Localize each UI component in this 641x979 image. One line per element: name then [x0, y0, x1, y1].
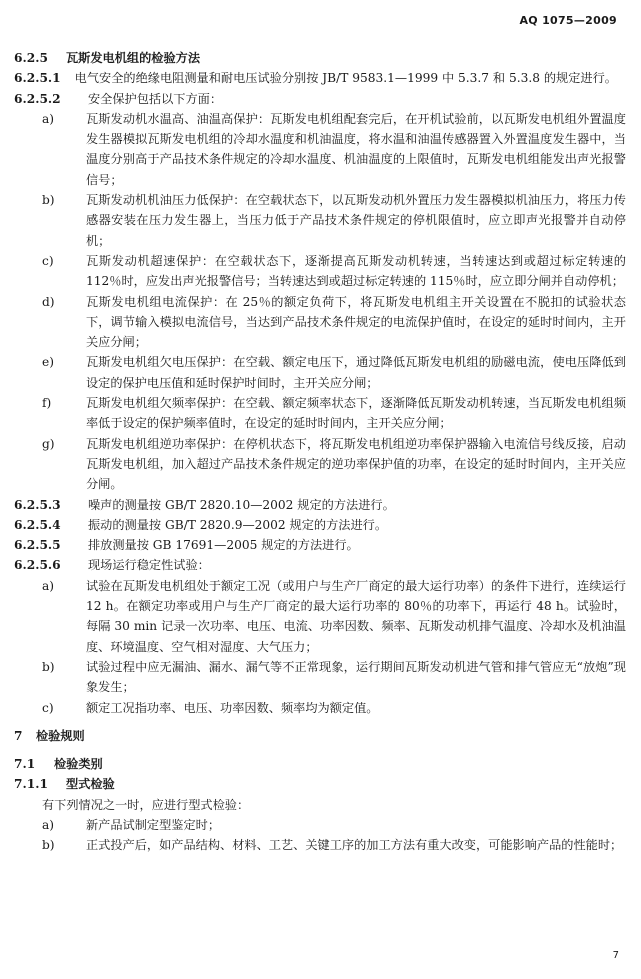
list-label: c) [42, 700, 54, 715]
clause-text: 现场运行稳定性试验： [88, 558, 210, 573]
list-item [14, 835, 626, 855]
list-item [14, 251, 626, 292]
clause-6-2-5-2 [14, 89, 626, 109]
list-label: c) [42, 253, 54, 268]
clause-text: 振动的测量按 GB/T 2820.9—2002 规定的方法进行。 [88, 517, 388, 532]
list-item [14, 109, 626, 190]
list-item [14, 292, 626, 353]
clause-text: 噪声的测量按 GB/T 2820.10—2002 规定的方法进行。 [88, 497, 395, 512]
list-text: 瓦斯发动机水温高、油温高保护：瓦斯发电机组配套完后，在开机试验前，以瓦斯发电机组外置温度发生器模拟瓦斯发电机组的冷却水温度和机油温度，将水温和油温传感器置入外置温度发生器中，当温度分别高于产品技术条件规定的冷却水温度、机油温度的上限值时，瓦斯发电机组能发出声光报警信号； [86, 111, 626, 187]
list-item [14, 393, 626, 434]
list-item [14, 815, 626, 835]
list-text: 试验过程中应无漏油、漏水、漏气等不正常现象，运行期间瓦斯发动机进气管和排气管应无“放炮”现象发生； [86, 659, 626, 695]
section-title: 瓦斯发电机组的检验方法 [66, 51, 201, 65]
list-item [14, 352, 626, 393]
clause-text: 排放测量按 GB 17691—2005 规定的方法进行。 [88, 538, 359, 553]
clause-text: 安全保护包括以下方面： [88, 91, 223, 106]
list-text: 瓦斯发动机机油压力低保护：在空载状态下，以瓦斯发动机外置压力发生器模拟机油压力，将压力传感器安装在压力发生器上，当压力低于产品技术条件规定的停机限值时，应立即声光报警并自动停机； [86, 193, 626, 248]
list-text: 瓦斯发动机超速保护：在空载状态下，逐渐提高瓦斯发动机转速，当转速达到或超过标定转速的 112％时，应发出声光报警信号；当转速达到或超过标定转速的 115％时，应立即分闸并自动停机； [86, 253, 626, 289]
clause-6-2-5-3 [14, 495, 626, 515]
section-title: 检验类别 [54, 757, 103, 772]
clause-number: 6.2.5.1 [14, 71, 61, 86]
section-7-heading [14, 726, 626, 746]
paragraph: 有下列情况之一时，应进行型式检验： [42, 797, 250, 812]
clause-number: 6.2.5.4 [14, 517, 61, 532]
list-item [14, 576, 626, 657]
clause-number: 6.2.5.5 [14, 538, 61, 553]
list-text: 额定工况指功率、电压、功率因数、频率均为额定值。 [86, 700, 379, 715]
section-7-1-1-heading [14, 774, 626, 794]
section-6-2-5-heading [14, 48, 626, 68]
section-number: 7.1.1 [14, 777, 48, 792]
list-text: 瓦斯发电机组逆功率保护：在停机状态下，将瓦斯发电机组逆功率保护器输入电流信号线反接，启动瓦斯发电机组，加入超过产品技术条件规定的逆功率保护值的功率，在设定的延时时间内，主开关应分闸。 [86, 436, 626, 492]
list-label: g) [42, 436, 55, 451]
list-item [14, 434, 626, 495]
section-number: 6.2.5 [14, 51, 48, 65]
section-title: 检验规则 [36, 728, 85, 743]
page-number: 7 [612, 950, 619, 961]
list-text: 正式投产后，如产品结构、材料、工艺、关键工序的加工方法有重大改变，可能影响产品的性能时； [86, 838, 623, 853]
list-text: 新产品试制定型鉴定时； [86, 817, 221, 832]
section-number: 7 [14, 728, 23, 743]
document-code: AQ 1075—2009 [519, 14, 617, 27]
list-label: e) [42, 355, 54, 370]
list-label: a) [42, 578, 55, 593]
list-label: d) [42, 294, 55, 309]
clause-number: 6.2.5.6 [14, 558, 61, 573]
list-text: 瓦斯发电机组电流保护：在 25％的额定负荷下，将瓦斯发电机组主开关设置在不脱扣的试验状态下，调节输入模拟电流信号，当达到产品技术条件规定的电流保护值时，在设定的延时时间内，主开关应分闸； [86, 294, 626, 350]
clause-6-2-5-1 [14, 68, 626, 88]
section-title: 型式检验 [66, 777, 115, 792]
document-body [14, 48, 626, 856]
list-text: 瓦斯发电机组欠电压保护：在空载、额定电压下，通过降低瓦斯发电机组的励磁电流，使电压降低到设定的保护电压值和延时保护时间时，主开关应分闸； [86, 355, 626, 390]
clause-text: 电气安全的绝缘电阻测量和耐电压试验分别按 JB/T 9583.1—1999 中 5.3.7 和 5.3.8 的规定进行。 [74, 71, 617, 86]
list-item [14, 190, 626, 251]
list-label: b) [42, 838, 55, 853]
clause-number: 6.2.5.3 [14, 497, 61, 512]
list-item [14, 698, 626, 718]
list-item [14, 657, 626, 698]
list-text: 瓦斯发电机组欠频率保护：在空载、额定频率状态下，逐渐降低瓦斯发动机转速，当瓦斯发电机组频率低于设定的保护频率值时，在设定的延时时间内，主开关应分闸； [86, 396, 626, 431]
list-text: 试验在瓦斯发电机组处于额定工况（或用户与生产厂商定的最大运行功率）的条件下进行，连续运行 12 h。在额定功率或用户与生产厂商定的最大运行功率的 80％的功率下，再运行 48 h。试验时，每隔 30 min 记录一次功率、电压、电流、功率因数、频率、瓦斯发动机排气温度、冷却水及机油温度、环境温度、空气相对湿度、大气压力； [86, 578, 626, 654]
list-label: a) [42, 817, 55, 832]
clause-6-2-5-4 [14, 515, 626, 535]
section-7-1-heading [14, 754, 626, 774]
list-label: b) [42, 193, 55, 208]
clause-6-2-5-5 [14, 535, 626, 555]
list-label: a) [42, 111, 55, 126]
list-label: b) [42, 659, 55, 674]
clause-6-2-5-6 [14, 555, 626, 575]
list-label: f) [42, 396, 52, 411]
clause-number: 6.2.5.2 [14, 91, 61, 106]
section-number: 7.1 [14, 757, 36, 772]
